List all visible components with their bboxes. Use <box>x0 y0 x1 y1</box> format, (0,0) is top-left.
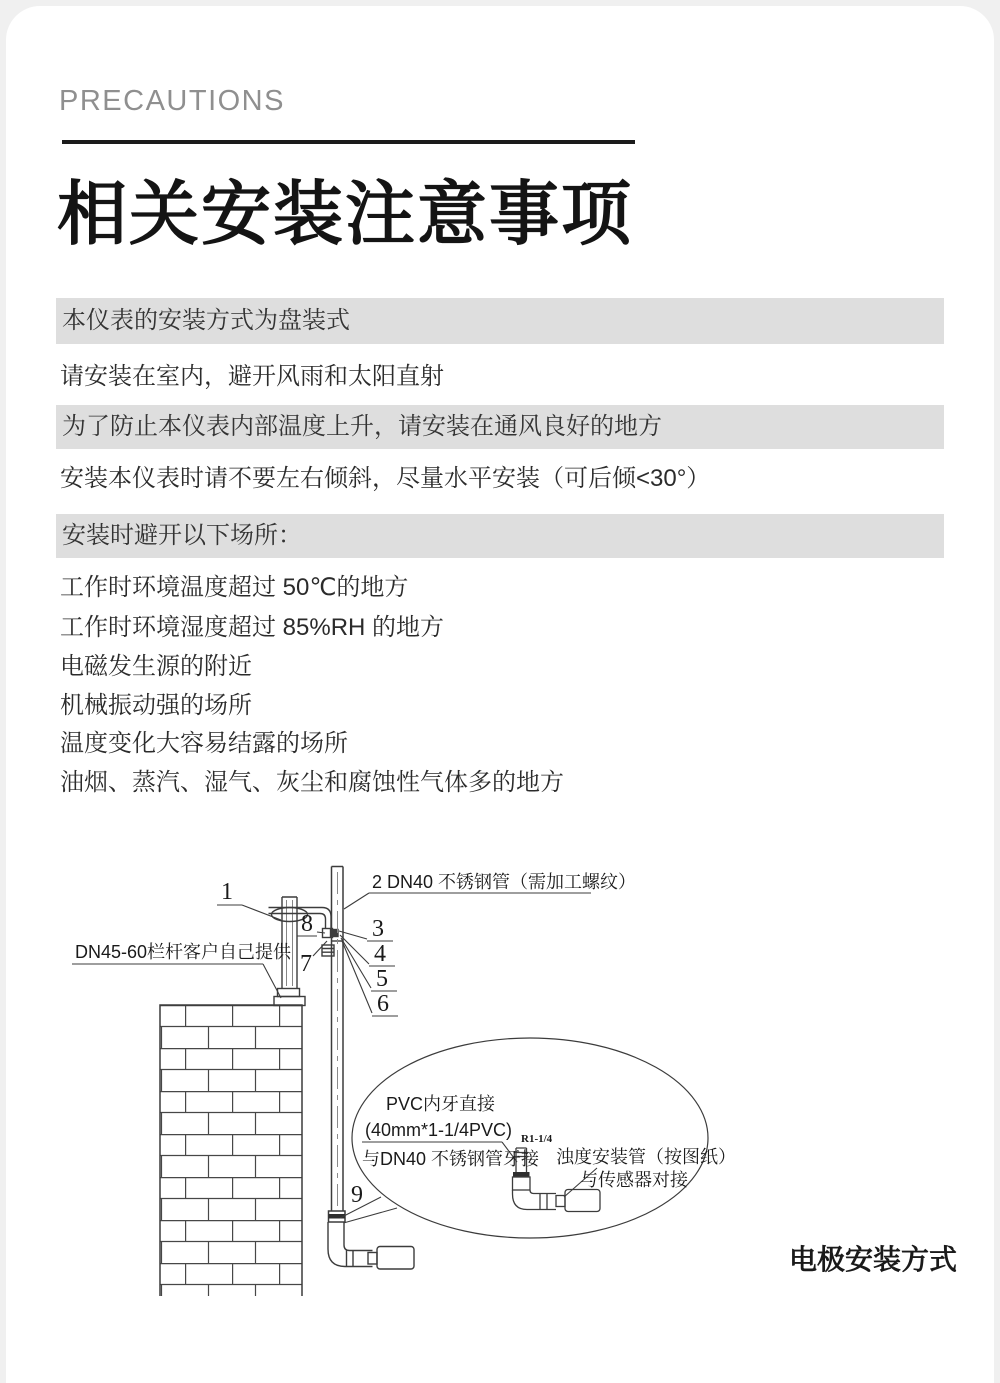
avoid-item-condensation: 温度变化大容易结露的场所 <box>60 730 348 757</box>
notice-bar-mounting: 本仪表的安装方式为盘装式 <box>56 298 944 344</box>
callout-4: 4 <box>374 941 386 967</box>
turbidity-label-line2: 与传感器对接 <box>580 1170 688 1190</box>
detail-thread-band <box>513 1172 530 1177</box>
post-flange-upper <box>278 989 300 997</box>
dn40-pipe <box>329 867 346 1223</box>
bottom-elbow-sensor <box>328 1222 414 1269</box>
pipe-label: 2 DN40 不锈钢管（需加工螺纹） <box>372 872 637 892</box>
eyebrow-text: PRECAUTIONS <box>59 85 285 117</box>
diagram-caption: 电极安装方式 <box>789 1244 958 1275</box>
post-flange-base <box>274 997 305 1006</box>
pvc-label-line3: 与DN40 不锈钢管牙接 <box>362 1149 540 1169</box>
notice-bar-ventilation: 为了防止本仪表内部温度上升，请安装在通风良好的地方 <box>56 405 944 449</box>
detail-connector <box>556 1196 565 1207</box>
pvc-label-line2: (40mm*1-1/4PVC) <box>365 1120 513 1140</box>
brick-wall <box>160 1005 302 1296</box>
avoid-item-electromagnetic: 电磁发生源的附近 <box>60 653 252 680</box>
avoid-item-temperature: 工作时环境温度超过 50℃的地方 <box>60 574 409 601</box>
thread-spec-label: R1-1/4 <box>521 1133 553 1145</box>
callout-8: 8 <box>301 911 313 937</box>
sensor-connector <box>368 1253 377 1265</box>
avoid-item-humidity: 工作时环境湿度超过 85%RH 的地方 <box>60 614 445 641</box>
page-title: 相关安装注意事项 <box>57 175 633 253</box>
callout-9: 9 <box>351 1182 363 1208</box>
sensor-body <box>377 1247 414 1270</box>
railing-label: DN45-60栏杆客户自己提供 <box>75 942 292 962</box>
pvc-label-line1: PVC内牙直接 <box>386 1094 496 1114</box>
turbidity-label-line1: 浊度安装管（按图纸） <box>556 1147 736 1167</box>
callout-7: 7 <box>300 951 312 977</box>
detail-sensor-body <box>565 1190 600 1212</box>
notice-bar-avoid-places: 安装时避开以下场所： <box>56 514 944 558</box>
callout-1: 1 <box>221 879 233 905</box>
callout-5: 5 <box>376 966 388 992</box>
callout-6: 6 <box>377 991 389 1017</box>
notice-level-install: 安装本仪表时请不要左右倾斜，尽量水平安装（可后倾<30°） <box>60 465 711 492</box>
notice-indoor: 请安装在室内，避开风雨和太阳直射 <box>60 363 444 390</box>
detail-sleeve <box>513 1177 531 1190</box>
avoid-item-vibration: 机械振动强的场所 <box>60 692 252 719</box>
avoid-item-corrosive-gas: 油烟、蒸汽、湿气、灰尘和腐蚀性气体多的地方 <box>60 769 564 796</box>
callout-3: 3 <box>372 916 384 942</box>
